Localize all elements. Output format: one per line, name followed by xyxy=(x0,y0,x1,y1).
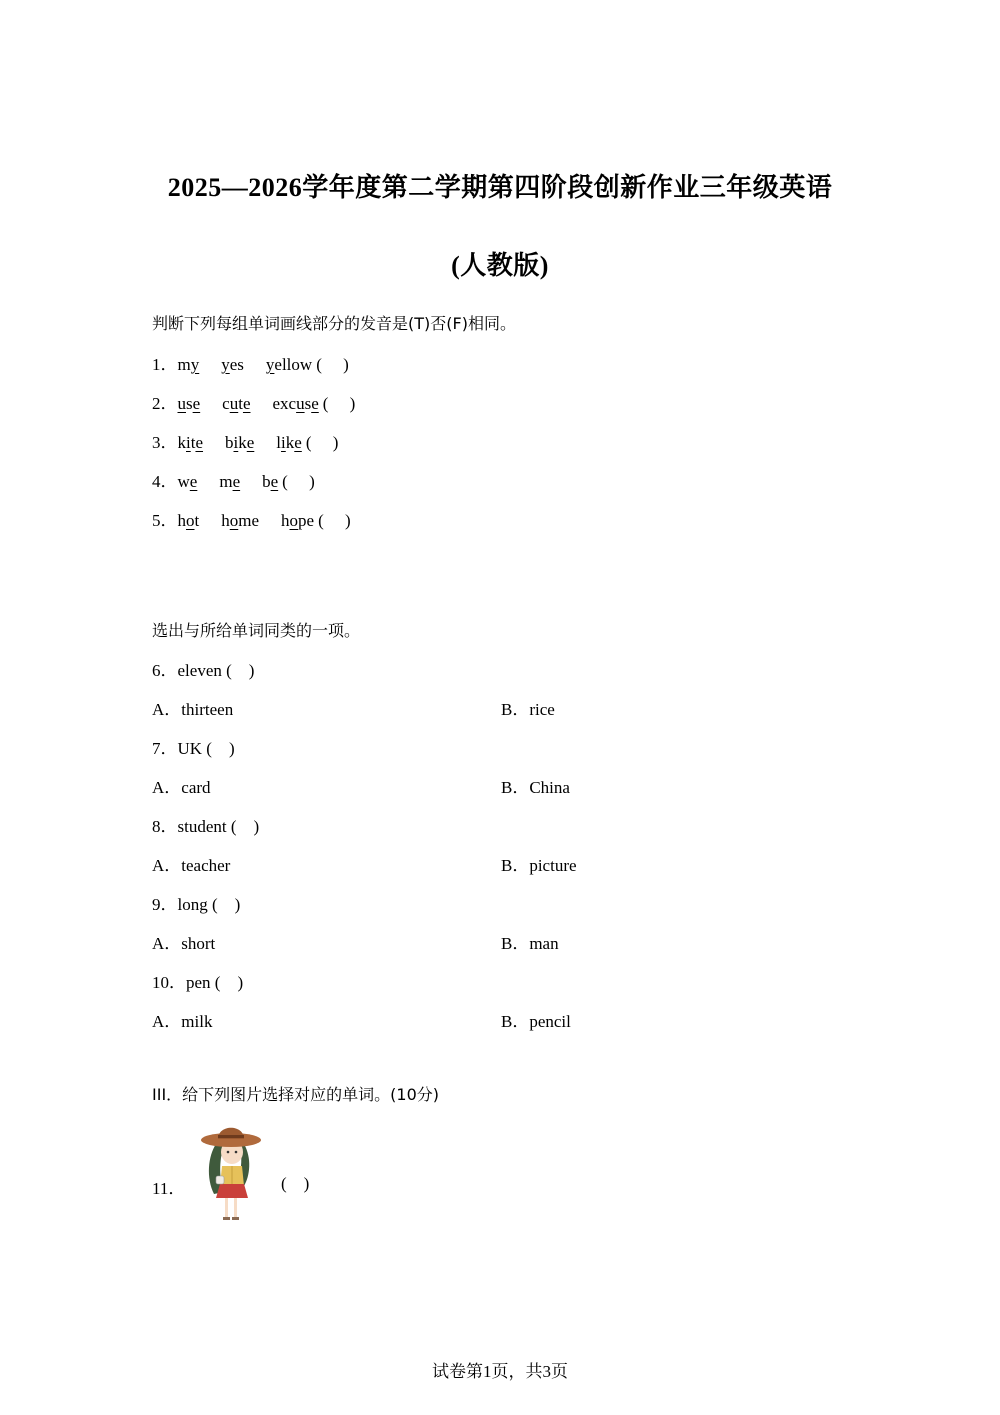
word-3: hope xyxy=(281,511,315,530)
option-a[interactable]: A．short xyxy=(152,934,216,953)
option-b[interactable]: B．pencil xyxy=(501,1012,571,1031)
pronunciation-question-2 xyxy=(152,389,355,414)
option-b[interactable]: B．China xyxy=(501,778,570,797)
question-11-number: 11． xyxy=(152,1179,186,1198)
pronunciation-question-3 xyxy=(152,428,338,453)
answer-blank[interactable]: ( ) xyxy=(316,355,349,374)
choice-question-6: 6．eleven ( ) xyxy=(152,661,255,680)
question-number: 3． xyxy=(152,433,178,452)
girl-with-hat-illustration xyxy=(198,1116,264,1224)
option-a[interactable]: A．milk xyxy=(152,1012,213,1031)
choice-question-8: 8．student ( ) xyxy=(152,817,260,836)
question-number: 2． xyxy=(152,394,178,413)
word-1: hot xyxy=(177,511,200,530)
word-3: like xyxy=(276,433,302,452)
section1-instruction: 判断下列每组单词画线部分的发音是(T)否(F)相同。 xyxy=(152,314,516,333)
question-number: 1． xyxy=(152,355,178,374)
choice-question-9: 9．long ( ) xyxy=(152,895,241,914)
section2-instruction: 选出与所给单词同类的一项。 xyxy=(152,621,361,640)
word-3: yellow xyxy=(265,355,313,374)
page-subtitle: (人教版) xyxy=(451,251,549,280)
option-a[interactable]: A．thirteen xyxy=(152,700,234,719)
question-number: 5． xyxy=(152,511,178,530)
page-title: 2025—2026学年度第二学期第四阶段创新作业三年级英语 xyxy=(167,173,833,202)
word-2: home xyxy=(221,511,260,530)
pronunciation-question-4 xyxy=(152,467,315,492)
word-2: yes xyxy=(221,355,244,374)
question-11-answer-blank[interactable]: ( ) xyxy=(281,1174,310,1193)
word-1: use xyxy=(177,394,201,413)
word-1: kite xyxy=(177,433,204,452)
option-a[interactable]: A．card xyxy=(152,778,211,797)
word-1: we xyxy=(177,472,198,491)
section3-instruction: III．给下列图片选择对应的单词。(10分) xyxy=(152,1085,440,1104)
answer-blank[interactable]: ( ) xyxy=(282,472,315,491)
option-b[interactable]: B．rice xyxy=(501,700,555,719)
pronunciation-question-1 xyxy=(152,350,349,375)
page-footer: 试卷第1页，共3页 xyxy=(432,1362,568,1381)
answer-blank[interactable]: ( ) xyxy=(305,433,339,452)
question-number: 4． xyxy=(152,472,178,491)
option-b[interactable]: B．picture xyxy=(501,856,577,875)
option-b[interactable]: B．man xyxy=(501,934,559,953)
word-2: bike xyxy=(225,433,255,452)
pronunciation-question-5 xyxy=(152,506,351,531)
word-1: my xyxy=(177,355,200,374)
word-2: me xyxy=(219,472,241,491)
word-2: cute xyxy=(222,394,251,413)
word-3: excuse xyxy=(272,394,319,413)
answer-blank[interactable]: ( ) xyxy=(322,394,356,413)
option-a[interactable]: A．teacher xyxy=(152,856,231,875)
answer-blank[interactable]: ( ) xyxy=(318,511,351,530)
choice-question-10: 10．pen ( ) xyxy=(152,973,244,992)
choice-question-7: 7．UK ( ) xyxy=(152,739,235,758)
word-3: be xyxy=(262,472,279,491)
